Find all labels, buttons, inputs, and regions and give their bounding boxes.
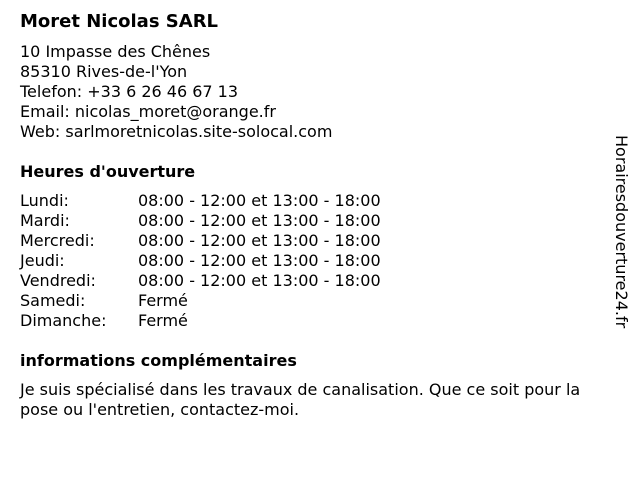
hours-row-lundi — [20, 191, 610, 211]
hours-row-vendredi — [20, 271, 610, 291]
hours-row-jeudi — [20, 251, 610, 271]
address-street: 10 Impasse des Chênes — [20, 42, 211, 61]
hours-row-samedi — [20, 291, 610, 311]
hours-row-dimanche — [20, 311, 610, 331]
opening-hours-list — [20, 191, 610, 331]
day-label: Jeudi: — [20, 251, 65, 270]
day-label: Samedi: — [20, 291, 86, 310]
site-watermark: Horairesdouverture24.fr — [612, 135, 631, 329]
day-label: Mercredi: — [20, 231, 95, 250]
hours-row-mardi — [20, 211, 610, 231]
web-line: Web: sarlmoretnicolas.site-solocal.com — [20, 122, 333, 141]
time-value: 08:00 - 12:00 et 13:00 - 18:00 — [138, 191, 381, 210]
day-label: Mardi: — [20, 211, 70, 230]
time-value: 08:00 - 12:00 et 13:00 - 18:00 — [138, 231, 381, 250]
phone-line: Telefon: +33 6 26 46 67 13 — [20, 82, 239, 101]
time-value: Fermé — [138, 311, 188, 330]
opening-hours-title: Heures d'ouverture — [20, 162, 196, 181]
business-card — [20, 10, 610, 420]
time-value: 08:00 - 12:00 et 13:00 - 18:00 — [138, 251, 381, 270]
hours-row-mercredi — [20, 231, 610, 251]
day-label: Lundi: — [20, 191, 69, 210]
time-value: Fermé — [138, 291, 188, 310]
business-name: Moret Nicolas SARL — [20, 11, 219, 32]
additional-info-title: informations complémentaires — [20, 351, 297, 370]
time-value: 08:00 - 12:00 et 13:00 - 18:00 — [138, 271, 381, 290]
day-label: Dimanche: — [20, 311, 107, 330]
email-line: Email: nicolas_moret@orange.fr — [20, 102, 276, 121]
day-label: Vendredi: — [20, 271, 96, 290]
additional-info-text: Je suis spécialisé dans les travaux de canalisation. Que ce soit pour la pose ou l'entretien, contactez-moi. — [20, 380, 581, 419]
address-city: 85310 Rives-de-l'Yon — [20, 62, 188, 81]
time-value: 08:00 - 12:00 et 13:00 - 18:00 — [138, 211, 381, 230]
